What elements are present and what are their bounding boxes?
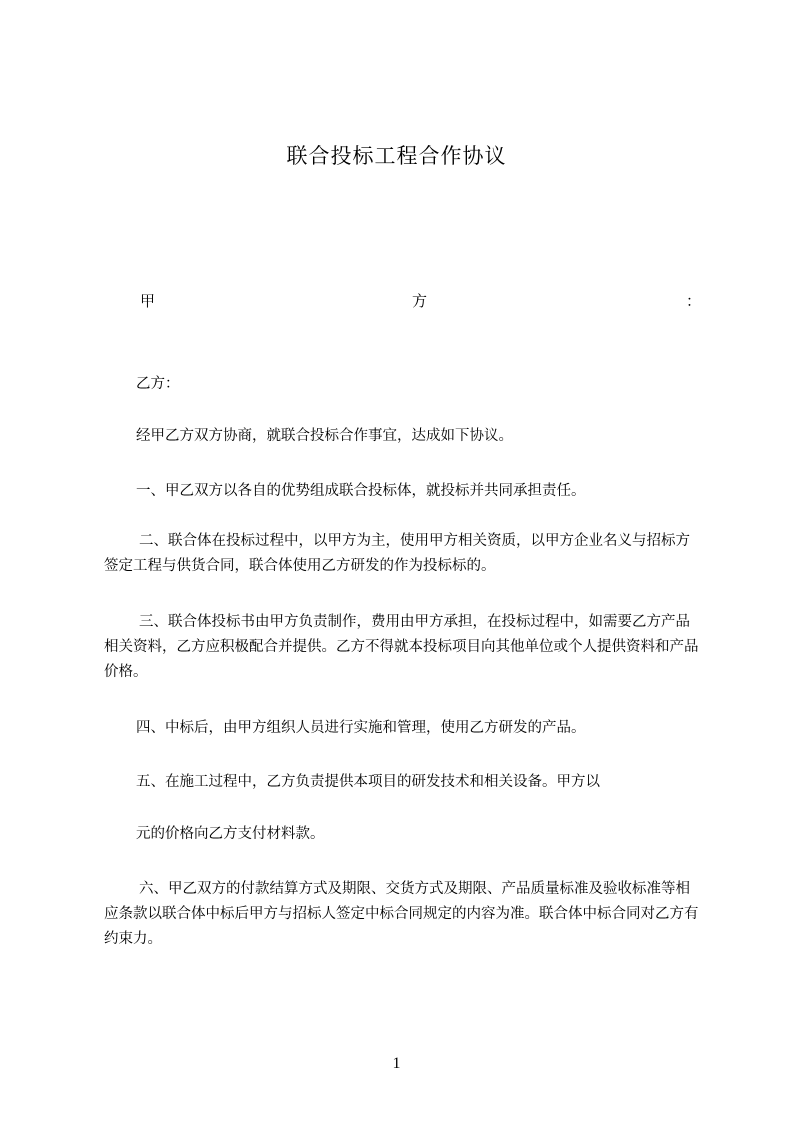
intro-paragraph: 经甲乙方双方协商，就联合投标合作事宜，达成如下协议。 — [136, 428, 513, 444]
clause-1: 一、甲乙双方以各自的优势组成联合投标体，就投标并共同承担责任。 — [136, 483, 586, 499]
clause-2: 二、联合体在投标过程中，以甲方为主，使用甲方相关资质，以甲方企业名义与招标方签定工程与供货合同，联合体使用乙方研发的作为投标标的。 — [104, 533, 690, 574]
page-number: 1 — [392, 1055, 401, 1072]
document-title: 联合投标工程合作协议 — [286, 144, 507, 168]
clause-5-continuation: 元的价格向乙方支付材料款。 — [136, 826, 325, 842]
party-b-line: 乙方： — [136, 376, 180, 392]
clause-3: 三、联合体投标书由甲方负责制作，费用由甲方承担，在投标过程中，如需要乙方产品相关资料，乙方应积极配合并提供。乙方不得就本投标项目向其他单位或个人提供资料和产品价格。 — [104, 614, 699, 680]
party-a-line — [0, 290, 793, 312]
party-a-label-char-2: 方 — [412, 292, 428, 310]
clause-6: 六、甲乙双方的付款结算方式及期限、交货方式及期限、产品质量标准及验收标准等相应条款以联合体中标后甲方与招标人签定中标合同规定的内容为准。联合体中标合同对乙方有约束力。 — [104, 881, 699, 947]
clause-4: 四、中标后，由甲方组织人员进行实施和管理，使用乙方研发的产品。 — [136, 720, 586, 736]
party-a-label-char-1: 甲 — [140, 292, 156, 310]
party-a-colon: ： — [686, 292, 702, 310]
clause-5: 五、在施工过程中，乙方负责提供本项目的研发技术和相关设备。甲方以 — [136, 774, 600, 790]
